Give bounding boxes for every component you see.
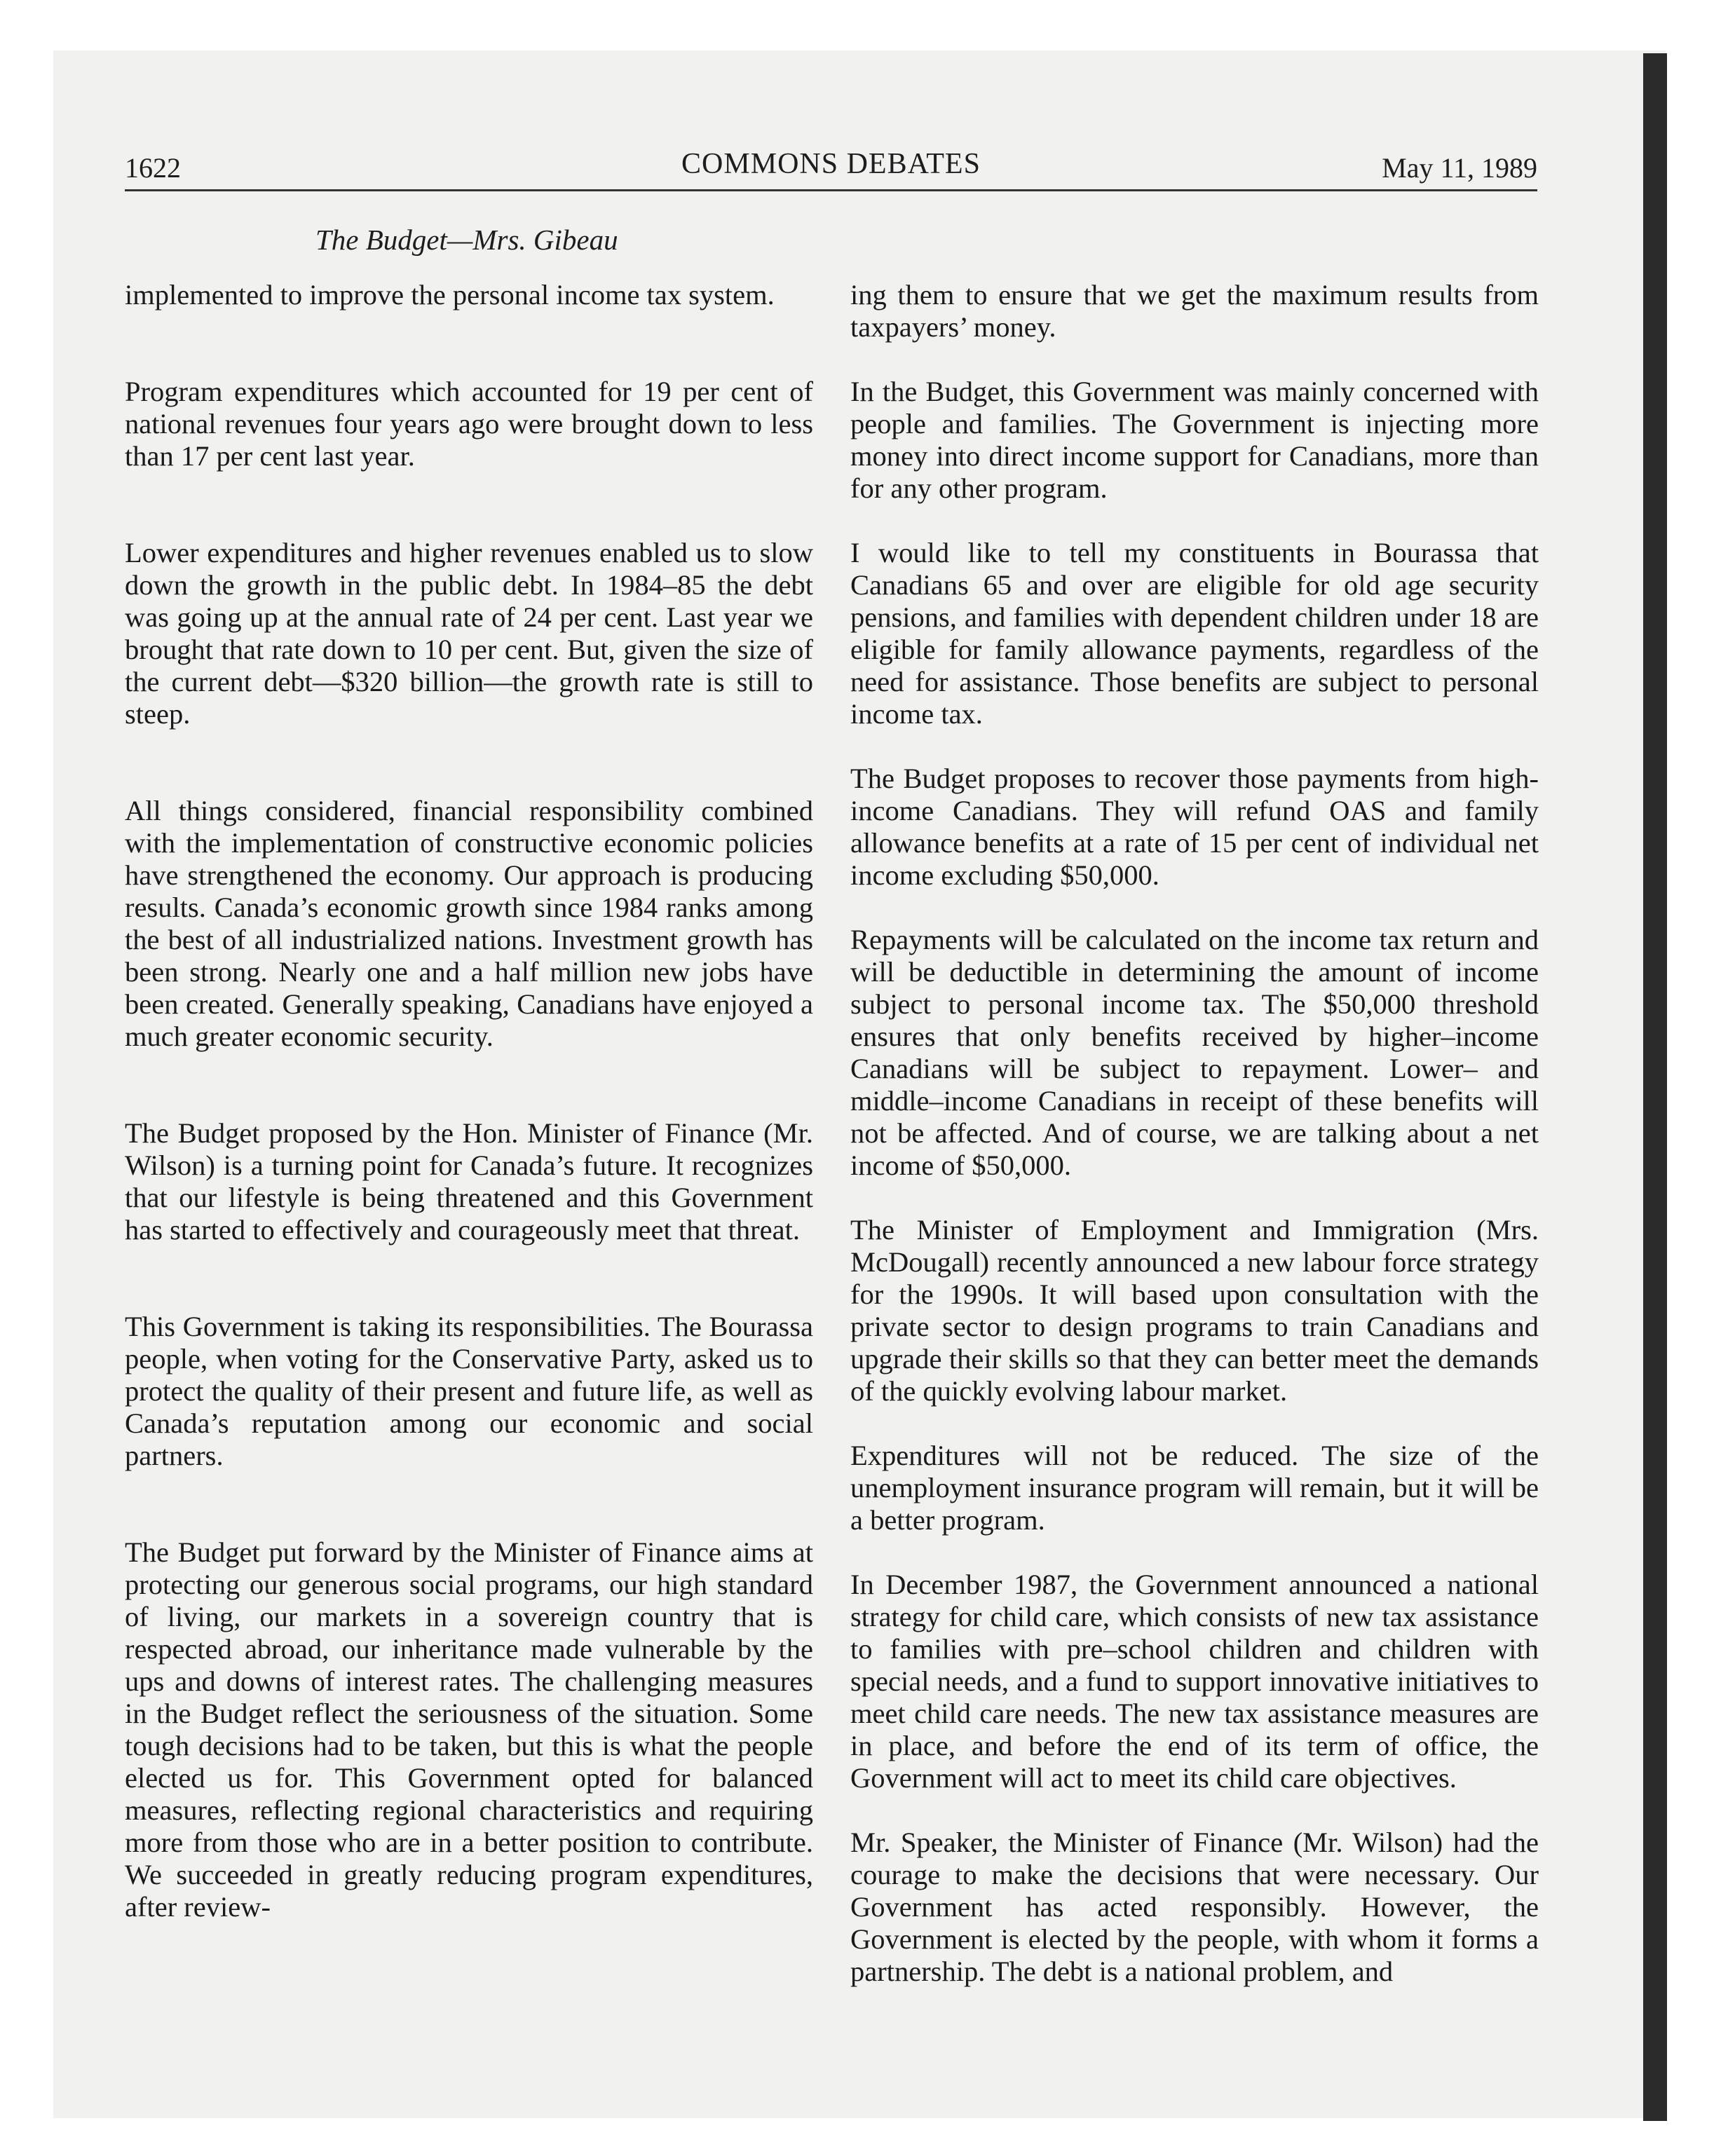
page-header	[125, 147, 1537, 189]
paragraph: This Government is taking its responsibilities. The Bourassa people, when voting for the Conservative Party, asked us to protect the quality of their present and future life, as well as Canada’s reputation among our economic and social partners.	[125, 1311, 813, 1471]
journal-title: COMMONS DEBATES	[681, 148, 981, 180]
paragraph: The Budget put forward by the Minister of Finance aims at protecting our generous social programs, our high standard of living, our markets in a sovereign country that is respected abroad, our inheritance made vulnerable by the ups and downs of interest rates. The challenging measures in the Budget reflect the seriousness of the situation. Some tough decisions had to be taken, but this is what the people elected us for. This Government opted for balanced measures, reflecting regional characteristics and requiring more from those who are in a better position to contribute. We succeeded in greatly reducing program expenditures, after review-	[125, 1536, 813, 1923]
paragraph: Program expenditures which accounted for 19 per cent of national revenues four years ago were brought down to less than 17 per cent last year.	[125, 376, 813, 472]
running-head: The Budget—Mrs. Gibeau	[315, 224, 618, 256]
paragraph: In December 1987, the Government announced a national strategy for child care, which consists of new tax assistance to families with pre–school children and children with special needs, and a fund to support innovative initiatives to meet child care needs. The new tax assistance measures are in place, and before the end of its term of office, the Government will act to meet its child care objectives.	[850, 1569, 1539, 1794]
paragraph: Repayments will be calculated on the income tax return and will be deductible in determining the amount of income subject to personal income tax. The $50,000 threshold ensures that only benefits received by higher–income Canadians will be subject to repayment. Lower– and middle–income Canadians in receipt of these benefits will not be affected. And of course, we are talking about a net income of $50,000.	[850, 924, 1539, 1181]
paragraph: implemented to improve the personal income tax system.	[125, 279, 775, 311]
paragraph: Lower expenditures and higher revenues enabled us to slow down the growth in the public debt. In 1984–85 the debt was going up at the annual rate of 24 per cent. Last year we brought that rate down to 10 per cent. But, given the size of the current debt—$320 billion—the growth rate is still to steep.	[125, 537, 813, 730]
paragraph: All things considered, financial responsibility combined with the implementation of constructive economic policies have strengthened the economy. Our approach is producing results. Canada’s economic growth since 1984 ranks among the best of all industrialized nations. Investment growth has been strong. Nearly one and a half million new jobs have been created. Generally speaking, Canadians have enjoyed a much greater economic security.	[125, 795, 813, 1052]
header-rule	[125, 189, 1537, 191]
paragraph: In the Budget, this Government was mainly concerned with people and families. The Government is injecting more money into direct income support for Canadians, more than for any other program.	[850, 376, 1539, 504]
paragraph: The Budget proposed by the Hon. Minister of Finance (Mr. Wilson) is a turning point for Canada’s future. It recognizes that our lifestyle is being threatened and this Government has started to effectively and courageously meet that threat.	[125, 1117, 813, 1246]
page-number: 1622	[125, 152, 181, 184]
paragraph: The Budget proposes to recover those payments from high- income Canadians. They will refund OAS and family allowance benefits at a rate of 15 per cent of individual net income excluding $50,000.	[850, 763, 1539, 891]
paragraph: ing them to ensure that we get the maximum results from taxpayers’ money.	[850, 279, 1539, 343]
paragraph: Expenditures will not be reduced. The size of the unemployment insurance program will remain, but it will be a better program.	[850, 1440, 1539, 1536]
right-column	[850, 279, 1539, 1988]
scan-edge-bar	[1643, 53, 1667, 2121]
paragraph: I would like to tell my constituents in Bourassa that Canadians 65 and over are eligible for old age security pensions, and families with dependent children under 18 are eligible for family allowance payments, regardless of the need for assistance. Those benefits are subject to personal income tax.	[850, 537, 1539, 730]
paragraph: Mr. Speaker, the Minister of Finance (Mr. Wilson) had the courage to make the decisions that were necessary. Our Government has acted responsibly. However, the Government is elected by the people, with whom it forms a partnership. The debt is a national problem, and	[850, 1827, 1539, 1987]
header-date: May 11, 1989	[1382, 152, 1537, 184]
paragraph: The Minister of Employment and Immigration (Mrs. McDougall) recently announced a new labour force strategy for the 1990s. It will based upon consultation with the private sector to design programs to train Canadians and upgrade their skills so that they can better meet the demands of the quickly evolving labour market.	[850, 1214, 1539, 1407]
left-column	[125, 279, 813, 1923]
